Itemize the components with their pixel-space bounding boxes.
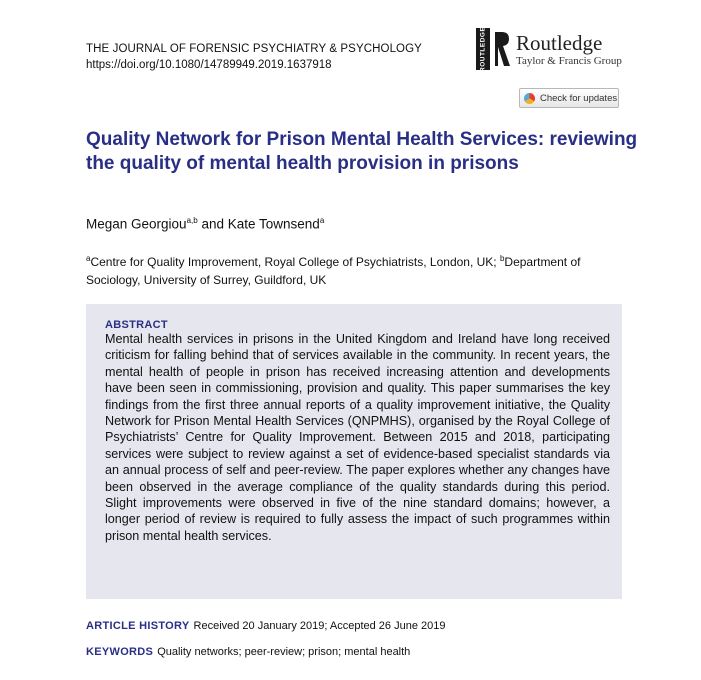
check-for-updates-button[interactable] [519,88,619,108]
author-1-affil: a,b [186,216,198,225]
abstract-text: Mental health services in prisons in the United Kingdom and Ireland have long received criticism for falling behind that of services available in the community. In recent years, the mental health of people in prison has received increasing attention and developments have been seen in commissioning, provision and quality. This paper summarises the key findings from the first three annual reports of a quality improvement initiative, the Quality Network for Prison Mental Health Services (QNPMHS), organised by the Royal College of Psychiatrists’ Centre for Quality Improvement. Between 2015 and 2018, participating services were subject to review against a set of evidence-based specialist standards via an annual process of self and peer-review. The paper explores whether any changes have been observed in the average compliance of the quality standards during this period. Slight improvements were observed in five of the nine standard domains; however, a longer period of review is required to fully assess the impact of such programmes within prison mental health services. [105,332,610,543]
publisher-group: Taylor & Francis Group [516,55,622,67]
article-history [86,620,445,632]
author-list [86,216,324,232]
author-1[interactable]: Megan Georgiou [86,216,187,232]
publisher-name: Routledge [516,31,603,55]
author-conjunction: and [197,216,228,232]
article-history-label: ARTICLE HISTORY [86,620,190,632]
journal-name: THE JOURNAL OF FORENSIC PSYCHIATRY & PSYCHOLOGY [86,43,422,55]
author-2[interactable]: Kate Townsend [227,216,320,232]
abstract-heading: ABSTRACT [105,319,168,331]
affil-a-sup: a [86,254,91,263]
author-2-affil: a [319,216,325,225]
check-for-updates-label: Check for updates [540,92,618,104]
affiliations [86,250,626,289]
doi-link[interactable]: https://doi.org/10.1080/14789949.2019.1637918 [86,59,332,71]
crossmark-icon [524,93,535,104]
affil-b: Department of Sociology, University of Surrey, Guildford, UK [86,255,581,287]
routledge-vertical-logo: ROUTLEDGE [476,28,490,70]
keywords [86,646,410,658]
affil-b-sup: b [499,254,505,263]
article-title: Quality Network for Prison Mental Health Services: reviewing the quality of mental health provision in prisons [86,129,638,174]
article-history-text: Received 20 January 2019; Accepted 26 June 2019 [193,620,446,632]
routledge-logo-icon [492,28,512,70]
keywords-text: Quality networks; peer-review; prison; mental health [157,646,411,658]
affil-a: Centre for Quality Improvement, Royal College of Psychiatrists, London, UK; [90,255,500,269]
keywords-label: KEYWORDS [86,646,154,658]
